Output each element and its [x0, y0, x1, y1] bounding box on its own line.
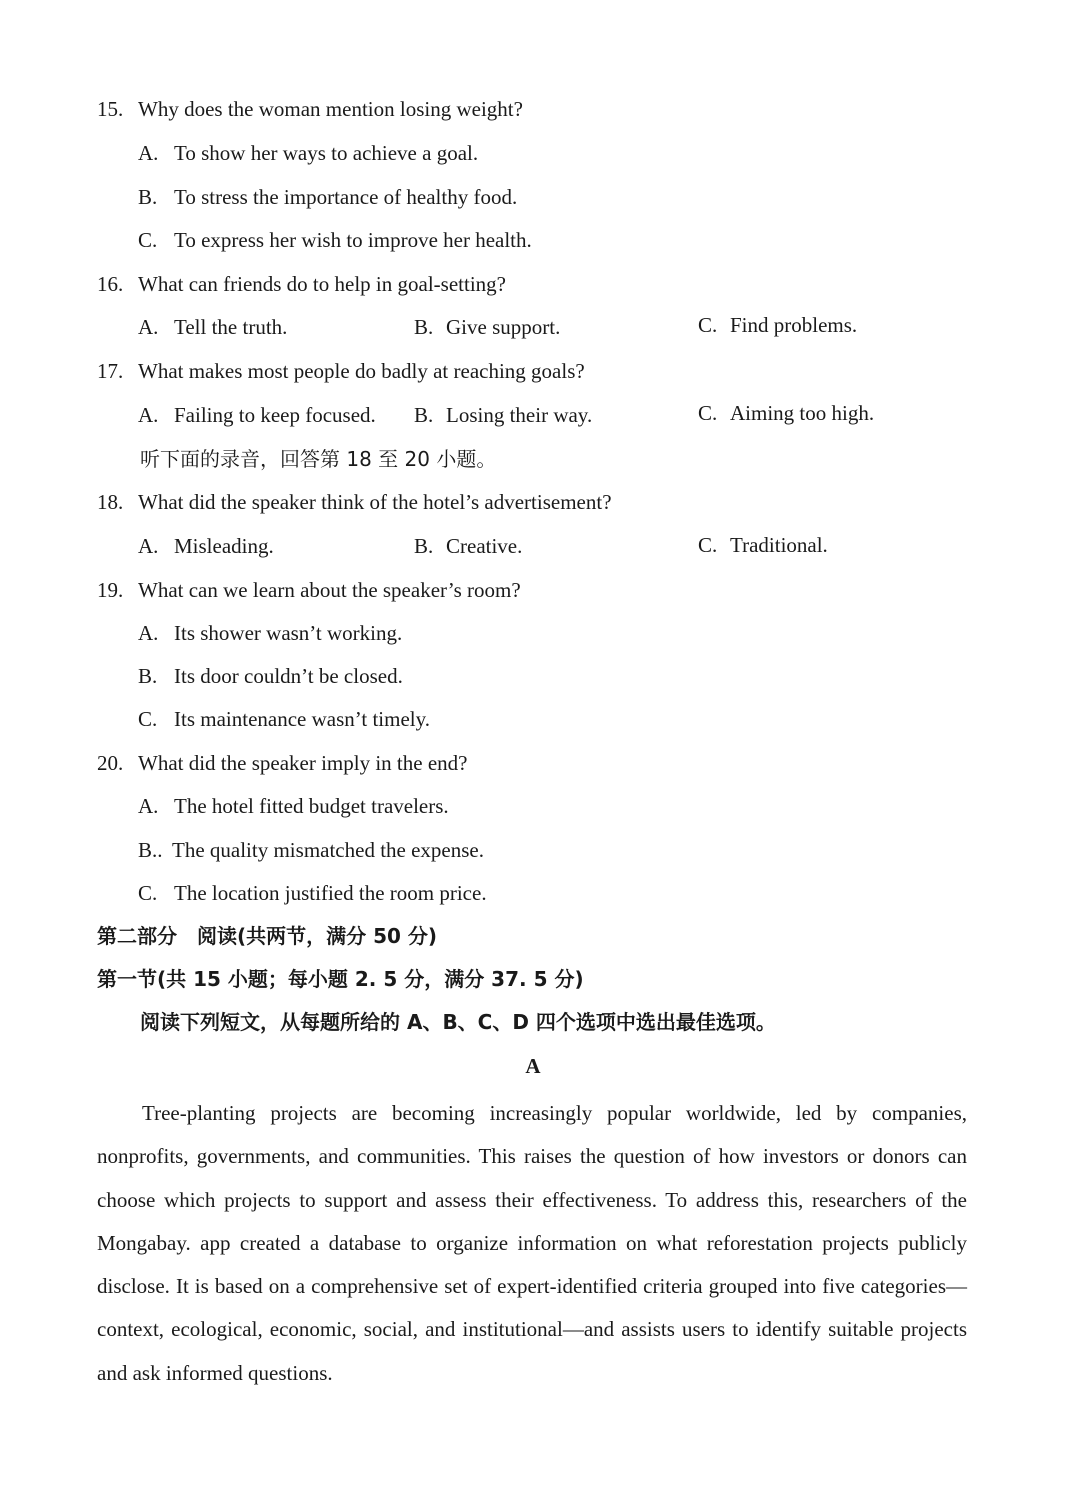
question-number: 15.: [97, 97, 124, 121]
question-18: [97, 488, 612, 516]
option-16b: B. Give support.: [414, 315, 561, 339]
option-19a: A. Its shower wasn’t working.: [138, 621, 403, 645]
option-17a: A. Failing to keep focused.: [138, 403, 376, 427]
question-16: [97, 270, 506, 298]
question-20: [97, 749, 467, 777]
question-text: Why does the woman mention losing weight?: [138, 97, 523, 121]
option-15c: C. To express her wish to improve her health.: [138, 228, 532, 252]
question-number: 16.: [97, 272, 124, 296]
question-text: What can we learn about the speaker’s room?: [138, 578, 521, 602]
option-18b: B. Creative.: [414, 534, 523, 558]
passage-text: Tree-planting projects are becoming increasingly popular worldwide, led by companies, nonprofits, governments, and communities. This raises the question of how investors or donors can choose which projects to support and assess their effectiveness. To address this, researchers of the Mongabay. app created a database to organize information on what reforestation projects publicly disclose. It is based on a comprehensive set of expert-identified criteria grouped into five categories—context, ecological, economic, social, and institutional—and assists users to identify suitable projects and ask informed questions.: [97, 1101, 967, 1385]
question-19: [97, 576, 521, 604]
option-20c: C. The location justified the room price.: [138, 881, 487, 905]
option-16c: C. Find problems.: [698, 313, 858, 337]
option-19c: C. Its maintenance wasn’t timely.: [138, 707, 431, 731]
option-15a: A. To show her ways to achieve a goal.: [138, 141, 479, 165]
question-15: [97, 95, 523, 123]
question-17: [97, 357, 585, 385]
part2-heading: 第二部分 阅读(共两节，满分 50 分): [97, 924, 438, 948]
option-18a: A. Misleading.: [138, 534, 274, 558]
question-number: 18.: [97, 490, 124, 514]
question-text: What can friends do to help in goal-setting?: [138, 272, 506, 296]
question-number: 17.: [97, 359, 124, 383]
option-20b: B.. The quality mismatched the expense.: [138, 838, 484, 862]
option-18c: C. Traditional.: [698, 533, 828, 557]
option-19b: B. Its door couldn’t be closed.: [138, 664, 403, 688]
question-text: What makes most people do badly at reaching goals?: [138, 359, 585, 383]
option-17c: C. Aiming too high.: [698, 401, 875, 425]
option-20a: A. The hotel fitted budget travelers.: [138, 794, 449, 818]
question-text: What did the speaker think of the hotel’s advertisement?: [138, 490, 612, 514]
passage-label: A: [525, 1054, 541, 1078]
option-17b: B. Losing their way.: [414, 403, 593, 427]
question-number: 20.: [97, 751, 124, 775]
option-16a: A. Tell the truth.: [138, 315, 288, 339]
option-15b: B. To stress the importance of healthy food.: [138, 185, 518, 209]
section1-heading: 第一节(共 15 小题；每小题 2. 5 分，满分 37. 5 分): [97, 967, 584, 991]
listening-instruction: 听下面的录音，回答第 18 至 20 小题。: [140, 447, 497, 471]
question-text: What did the speaker imply in the end?: [138, 751, 468, 775]
question-number: 19.: [97, 578, 124, 602]
reading-instruction: 阅读下列短文，从每题所给的 A、B、C、D 四个选项中选出最佳选项。: [140, 1010, 776, 1034]
